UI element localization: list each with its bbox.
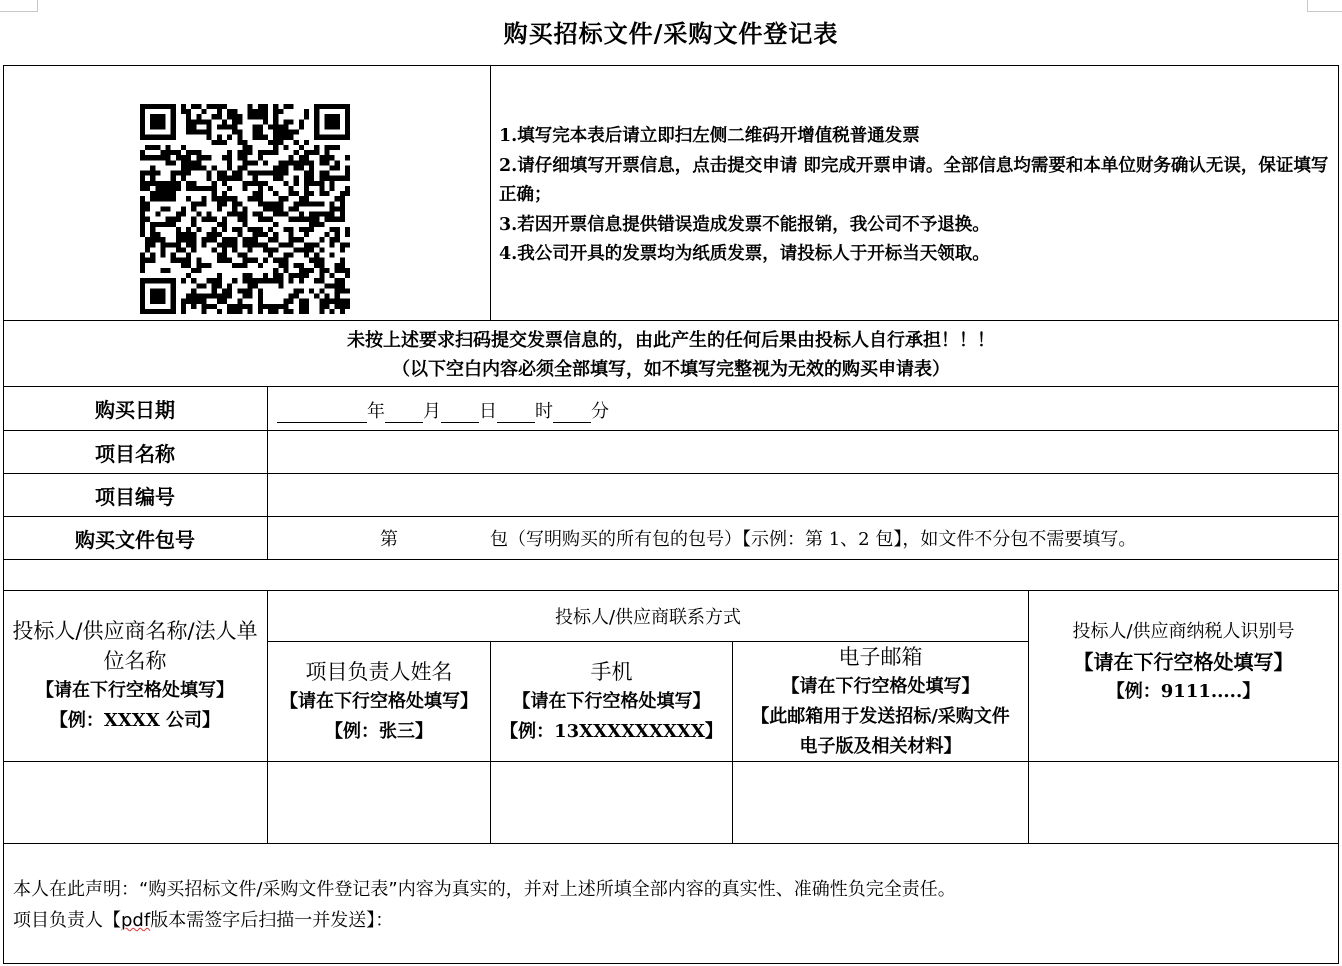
email-header <box>733 642 1028 761</box>
declaration-pdf: pdf <box>121 910 151 931</box>
email-label: 电子邮箱 <box>838 644 923 669</box>
email-input[interactable] <box>733 762 1028 843</box>
note-item: 2.请仔细填写开票信息，点击提交申请 即完成开票申请。全部信息均需要和本单位财务确认无误，保证填写正确； <box>499 155 1329 205</box>
corner-mark-left-h <box>0 11 38 12</box>
label-package-number: 购买文件包号 <box>75 527 195 552</box>
warning-block <box>3 326 1339 384</box>
label-project-number: 项目编号 <box>95 484 175 509</box>
package-suffix: 包（写明购买的所有包的包号）【示例：第 1、2 包】，如文件不分包不需要填写。 <box>490 529 1137 550</box>
warning-line-1: 未按上述要求扫码提交发票信息的，由此产生的任何后果由投标人自行承担！！！ <box>347 330 995 351</box>
rule-qr-bottom <box>3 320 1339 321</box>
bidder-name-header <box>3 591 267 761</box>
package-number-field[interactable] <box>380 525 1136 551</box>
page-title: 购买招标文件/采购文件登记表 <box>503 19 839 48</box>
project-name-field[interactable] <box>268 431 1338 473</box>
bidder-fill-hint: 【请在下行空格处填写】 <box>36 680 234 701</box>
email-note: 【此邮箱用于发送招标/采购文件电子版及相关材料】 <box>751 705 1010 757</box>
declaration <box>13 874 956 936</box>
taxpayer-id-input[interactable] <box>1029 762 1338 843</box>
email-fill-hint: 【请在下行空格处填写】 <box>781 675 980 697</box>
taxpayer-header <box>1029 591 1338 761</box>
corner-mark-right-h <box>1307 11 1342 12</box>
note-item: 1.填写完本表后请立即扫左侧二维码开增值税普通发票 <box>499 126 920 146</box>
bidder-name-input[interactable] <box>4 762 267 843</box>
phone-header <box>491 642 732 761</box>
phone-example: 【例：13XXXXXXXXX】 <box>500 720 723 742</box>
person-header <box>268 642 490 761</box>
rule-fill-bottom <box>3 843 1339 844</box>
label-project-name: 项目名称 <box>95 441 175 466</box>
declaration-suffix: 版本需签字后扫描一并发送】： <box>150 910 394 931</box>
person-example: 【例：张三】 <box>325 720 433 742</box>
bidder-name-label: 投标人/供应商名称/法人单位名称 <box>12 619 258 673</box>
project-number-field[interactable] <box>268 474 1338 516</box>
bidder-example: 【例：XXXX 公司】 <box>49 710 221 731</box>
phone-label: 手机 <box>590 659 633 684</box>
declaration-prefix: 项目负责人【 <box>13 910 121 931</box>
contact-header: 投标人/供应商联系方式 <box>554 607 742 628</box>
declaration-line-2 <box>13 905 956 936</box>
label-purchase-date: 购买日期 <box>95 398 175 422</box>
qr-code-icon[interactable] <box>140 104 350 314</box>
rule-qr-divider <box>490 65 491 320</box>
taxpayer-fill-hint: 【请在下行空格处填写】 <box>1073 650 1294 674</box>
person-fill-hint: 【请在下行空格处填写】 <box>280 690 478 712</box>
package-prefix: 第 <box>380 529 398 550</box>
phone-input[interactable] <box>491 762 732 843</box>
note-item: 4.我公司开具的发票均为纸质发票，请投标人于开标当天领取。 <box>499 244 990 264</box>
note-item: 3.若因开票信息提供错误造成发票不能报销，我公司不予退换。 <box>499 214 990 235</box>
purchase-date-field[interactable] <box>277 397 609 423</box>
invoice-notes <box>499 122 1329 270</box>
date-hour-label: 时 <box>535 401 553 422</box>
date-minute-label: 分 <box>591 401 609 422</box>
date-month-label: 月 <box>423 401 441 422</box>
date-day-label: 日 <box>479 401 497 422</box>
declaration-line-1: 本人在此声明：“购买招标文件/采购文件登记表”内容为真实的，并对上述所填全部内容的真实性、准确性负完全责任。 <box>13 879 956 900</box>
date-year-label: 年 <box>367 401 385 422</box>
warning-line-2: （以下空白内容必须全部填写，如不填写完整视为无效的购买申请表） <box>392 359 950 380</box>
person-name-input[interactable] <box>268 762 490 843</box>
taxpayer-example: 【例：9111.....】 <box>1106 681 1261 702</box>
phone-fill-hint: 【请在下行空格处填写】 <box>512 690 711 712</box>
taxpayer-label: 投标人/供应商纳税人识别号 <box>1072 621 1295 642</box>
person-label: 项目负责人姓名 <box>305 659 453 684</box>
rule-package-bottom <box>3 559 1339 560</box>
